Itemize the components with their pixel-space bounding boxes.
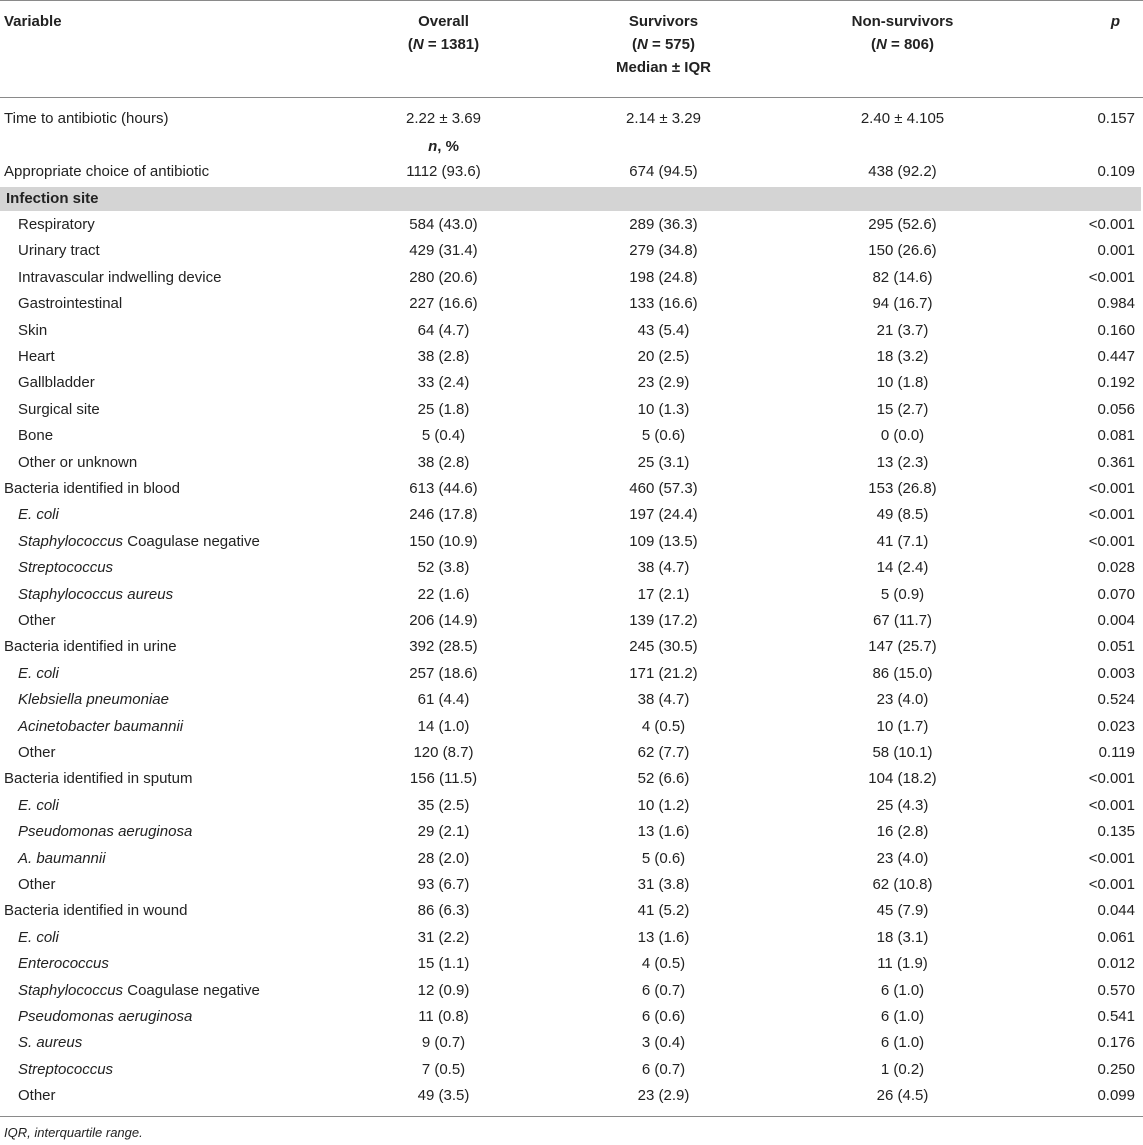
row-label [18, 978, 260, 1004]
row-label: E. coli [18, 506, 59, 524]
row-label-italic: Staphylococcus [18, 532, 124, 550]
cell-survivors: 674 (94.5) [629, 163, 698, 180]
table-row [0, 740, 1143, 766]
cell-overall: 280 (20.6) [409, 268, 478, 286]
header-nonsurvivors-n-value: = 806) [886, 36, 934, 53]
table-row [0, 1083, 1143, 1109]
row-label: Respiratory [18, 216, 95, 233]
cell-nonsurvivors: 438 (92.2) [868, 163, 937, 180]
cell-nonsurvivors: 16 (2.8) [876, 823, 929, 841]
table-row [0, 555, 1143, 581]
cell-overall: 15 (1.1) [417, 955, 470, 973]
header-nonsurvivors [795, 10, 1010, 56]
cell-nonsurvivors: 6 (1.0) [880, 981, 925, 999]
cell-survivors: 6 (0.6) [641, 1008, 686, 1025]
table-row [0, 212, 1143, 238]
row-label: Urinary tract [18, 242, 100, 260]
cell-survivors: 2.14 ± 3.29 [626, 110, 701, 127]
cell-p: 0.004 [1097, 612, 1135, 629]
header-overall-n-value: = 1381) [423, 36, 480, 53]
cell-overall: 12 (0.9) [417, 981, 470, 999]
cell-p: 0.099 [1097, 1087, 1135, 1105]
cell-nonsurvivors: 0 (0.0) [880, 427, 925, 445]
cell-p: 0.135 [1097, 823, 1135, 841]
cell-nonsurvivors: 67 (11.7) [873, 612, 932, 629]
header-survivors-stat: Median ± IQR [616, 59, 711, 76]
cell-overall: 9 (0.7) [421, 1034, 466, 1052]
cell-nonsurvivors: 62 (10.8) [872, 876, 933, 893]
row-label: Bacteria identified in wound [4, 902, 188, 920]
cell-survivors: 23 (2.9) [637, 1087, 690, 1105]
cell-overall: 120 (8.7) [413, 744, 474, 761]
header-p: p [1110, 13, 1120, 30]
cell-survivors: 133 (16.6) [629, 295, 698, 313]
cell-nonsurvivors: 26 (4.5) [876, 1087, 929, 1105]
row-label: Intravascular indwelling device [18, 268, 222, 286]
cell-survivors: 10 (1.2) [637, 796, 690, 814]
cell-nonsurvivors: 94 (16.7) [872, 295, 933, 313]
cell-p: 0.119 [1098, 744, 1135, 761]
table-row [0, 476, 1143, 502]
header-survivors-n-label: N [637, 36, 648, 53]
row-label: A. baumannii [18, 849, 106, 867]
cell-nonsurvivors: 58 (10.1) [872, 744, 933, 761]
cell-overall: 33 (2.4) [417, 374, 470, 392]
subheader-n-label: n [428, 138, 438, 155]
cell-nonsurvivors: 15 (2.7) [876, 400, 929, 418]
cell-overall: 38 (2.8) [417, 348, 470, 365]
table-row [0, 502, 1143, 528]
cell-overall: 392 (28.5) [409, 638, 478, 656]
row-label: Bacteria identified in blood [4, 480, 180, 497]
cell-p: 0.361 [1097, 453, 1135, 471]
row-label: Other [18, 744, 56, 761]
cell-nonsurvivors: 14 (2.4) [876, 559, 929, 577]
row-label: Gastrointestinal [18, 295, 123, 313]
row-label: Heart [18, 348, 55, 365]
cell-nonsurvivors: 6 (1.0) [880, 1008, 925, 1025]
row-label: Appropriate choice of antibiotic [4, 163, 210, 180]
row-label: E. coli [18, 664, 59, 682]
cell-nonsurvivors: 2.40 ± 4.105 [860, 110, 945, 127]
cell-p: <0.001 [1088, 216, 1135, 233]
table-row [0, 714, 1143, 740]
cell-p: 0.061 [1097, 928, 1135, 946]
cell-survivors: 4 (0.5) [641, 717, 686, 735]
cell-overall: 7 (0.5) [421, 1060, 466, 1078]
cell-survivors: 43 (5.4) [637, 321, 690, 339]
cell-overall: 31 (2.2) [417, 928, 470, 946]
cell-nonsurvivors: 11 (1.9) [877, 955, 928, 973]
cell-p: 0.176 [1097, 1034, 1135, 1052]
row-label: Gallbladder [18, 374, 95, 392]
footnote: IQR, interquartile range. [4, 1125, 143, 1140]
cell-survivors: 6 (0.7) [641, 981, 686, 999]
cell-p: 0.109 [1097, 163, 1135, 180]
cell-nonsurvivors: 21 (3.7) [876, 321, 929, 339]
row-label: Surgical site [18, 400, 100, 418]
header-overall [336, 10, 551, 56]
cell-survivors: 31 (3.8) [637, 876, 690, 893]
cell-survivors: 4 (0.5) [641, 955, 686, 973]
cell-overall: 14 (1.0) [417, 717, 470, 735]
row-label-rest: Coagulase negative [123, 981, 260, 999]
cell-survivors: 5 (0.6) [641, 849, 686, 867]
cell-nonsurvivors: 153 (26.8) [868, 480, 937, 497]
cell-overall: 25 (1.8) [417, 400, 470, 418]
row-label: Bacteria identified in sputum [4, 770, 193, 788]
cell-survivors: 38 (4.7) [637, 559, 690, 577]
cell-p: 0.012 [1097, 955, 1135, 973]
cell-p: 0.250 [1097, 1060, 1135, 1078]
cell-overall: 429 (31.4) [409, 242, 478, 260]
cell-nonsurvivors: 10 (1.7) [876, 717, 929, 735]
cell-overall: 156 (11.5) [409, 770, 478, 788]
header-variable: Variable [4, 13, 62, 30]
cell-p: 0.070 [1097, 585, 1135, 603]
table-row-time-to-antibiotic [0, 106, 1143, 132]
cell-overall: 86 (6.3) [417, 902, 470, 920]
cell-nonsurvivors: 18 (3.1) [876, 928, 929, 946]
cell-overall: 52 (3.8) [417, 559, 470, 577]
table-row [0, 793, 1143, 819]
cell-p: <0.001 [1088, 796, 1135, 814]
header-overall-n: (N = 1381) [407, 36, 480, 53]
row-label: Bone [18, 427, 54, 445]
cell-p: 0.160 [1097, 321, 1135, 339]
header-survivors-n: (N = 575) [632, 36, 695, 53]
cell-survivors: 289 (36.3) [629, 216, 698, 233]
cell-overall: 35 (2.5) [417, 796, 470, 814]
header-survivors [556, 10, 771, 79]
cell-p: 0.157 [1097, 110, 1135, 127]
table-row [0, 423, 1143, 449]
cell-p: 0.541 [1097, 1008, 1135, 1025]
table-row [0, 608, 1143, 634]
cell-p: 0.570 [1097, 981, 1135, 999]
cell-overall: 28 (2.0) [417, 849, 470, 867]
cell-p: <0.001 [1088, 770, 1135, 788]
row-label-italic: Staphylococcus [18, 981, 124, 999]
row-label: Bacteria identified in urine [4, 638, 177, 656]
cell-p: 0.044 [1097, 902, 1135, 920]
cell-survivors: 460 (57.3) [629, 480, 698, 497]
cell-overall: 227 (16.6) [409, 295, 478, 313]
cell-nonsurvivors: 104 (18.2) [868, 770, 937, 788]
cell-survivors: 245 (30.5) [629, 638, 698, 656]
cell-p: 0.984 [1097, 295, 1135, 313]
header-overall-title: Overall [418, 13, 469, 30]
cell-nonsurvivors: 5 (0.9) [880, 585, 925, 603]
cell-nonsurvivors: 45 (7.9) [876, 902, 929, 920]
table-row [0, 634, 1143, 660]
row-label: Streptococcus [18, 1060, 114, 1078]
cell-nonsurvivors: 23 (4.0) [876, 691, 929, 709]
header-nonsurvivors-n-label: N [876, 36, 887, 53]
cell-p: 0.001 [1097, 242, 1135, 260]
row-label: Pseudomonas aeruginosa [18, 1008, 193, 1025]
cell-survivors: 5 (0.6) [641, 427, 686, 445]
row-label: S. aureus [18, 1034, 83, 1052]
cell-nonsurvivors: 147 (25.7) [868, 638, 937, 656]
cell-nonsurvivors: 6 (1.0) [880, 1034, 925, 1052]
section-title: Infection site [6, 190, 99, 207]
cell-nonsurvivors: 23 (4.0) [876, 849, 929, 867]
cell-nonsurvivors: 41 (7.1) [876, 532, 929, 550]
cell-survivors: 6 (0.7) [641, 1060, 686, 1078]
table-row [0, 846, 1143, 872]
cell-p: 0.003 [1097, 664, 1135, 682]
row-label: Pseudomonas aeruginosa [18, 823, 193, 841]
subheader-n-percent [336, 137, 551, 157]
table-row [0, 344, 1143, 370]
table-row [0, 450, 1143, 476]
cell-survivors: 41 (5.2) [637, 902, 690, 920]
table-row [0, 582, 1143, 608]
row-label: Acinetobacter baumannii [18, 717, 184, 735]
cell-p: <0.001 [1088, 506, 1135, 524]
cell-p: 0.023 [1097, 717, 1135, 735]
table-row [0, 397, 1143, 423]
cell-p: 0.447 [1097, 348, 1135, 365]
cell-survivors: 20 (2.5) [637, 348, 690, 365]
header-survivors-title: Survivors [628, 13, 699, 30]
cell-overall: 257 (18.6) [409, 664, 478, 682]
header-nonsurvivors-title: Non-survivors [851, 13, 954, 30]
cell-overall: 64 (4.7) [417, 321, 470, 339]
cell-survivors: 197 (24.4) [629, 506, 698, 524]
table-row-appropriate-choice [0, 159, 1143, 185]
row-label: Other [18, 1087, 56, 1105]
table-row [0, 370, 1143, 396]
table-row [0, 661, 1143, 687]
row-label-rest: Coagulase negative [123, 532, 260, 550]
cell-overall: 38 (2.8) [417, 453, 470, 471]
cell-nonsurvivors: 150 (26.6) [868, 242, 937, 260]
cell-overall: 206 (14.9) [409, 612, 478, 629]
cell-survivors: 171 (21.2) [629, 664, 698, 682]
table-row [0, 265, 1143, 291]
cell-overall: 1112 (93.6) [406, 163, 481, 180]
header-survivors-n-value: = 575) [647, 36, 695, 53]
cell-overall: 29 (2.1) [417, 823, 470, 841]
cell-overall: 11 (0.8) [418, 1008, 469, 1025]
cell-survivors: 23 (2.9) [637, 374, 690, 392]
row-label [18, 529, 260, 555]
cell-p: 0.524 [1097, 691, 1135, 709]
header-overall-n-label: N [412, 36, 424, 53]
cell-p: <0.001 [1088, 876, 1135, 893]
cell-p: 0.051 [1097, 638, 1135, 656]
subheader-rest: , % [437, 138, 459, 155]
row-label: Time to antibiotic (hours) [4, 110, 169, 127]
cell-survivors: 38 (4.7) [637, 691, 690, 709]
cell-survivors: 139 (17.2) [629, 612, 698, 629]
cell-overall: 22 (1.6) [417, 585, 470, 603]
cell-p: 0.056 [1097, 400, 1135, 418]
cell-nonsurvivors: 25 (4.3) [876, 796, 929, 814]
table-row [0, 898, 1143, 924]
cell-overall: 61 (4.4) [417, 691, 470, 709]
cell-nonsurvivors: 13 (2.3) [876, 453, 929, 471]
cell-nonsurvivors: 295 (52.6) [868, 216, 937, 233]
table-header [0, 0, 1143, 98]
cell-p: 0.081 [1097, 427, 1135, 445]
row-label: Klebsiella pneumoniae [18, 691, 169, 709]
row-label: Other [18, 876, 56, 893]
cell-p: 0.192 [1097, 374, 1135, 392]
table-row [0, 1004, 1143, 1030]
table-row [0, 1030, 1143, 1056]
cell-survivors: 109 (13.5) [629, 532, 698, 550]
table-row [0, 1057, 1143, 1083]
bottom-rule [0, 1116, 1143, 1117]
cell-p: <0.001 [1088, 532, 1135, 550]
cell-survivors: 13 (1.6) [637, 928, 690, 946]
cell-p: 0.028 [1097, 559, 1135, 577]
cell-survivors: 3 (0.4) [641, 1034, 686, 1052]
cell-overall: 93 (6.7) [417, 876, 470, 893]
cell-nonsurvivors: 18 (3.2) [876, 348, 929, 365]
table-row [0, 318, 1143, 344]
table-row [0, 238, 1143, 264]
cell-p: <0.001 [1088, 849, 1135, 867]
row-label: Other [18, 612, 56, 629]
row-label: Staphylococcus aureus [18, 585, 174, 603]
cell-survivors: 52 (6.6) [637, 770, 690, 788]
cell-nonsurvivors: 10 (1.8) [876, 374, 929, 392]
cell-nonsurvivors: 1 (0.2) [880, 1060, 925, 1078]
cell-survivors: 13 (1.6) [637, 823, 690, 841]
table-row [0, 687, 1143, 713]
section-infection-site [0, 187, 1141, 211]
cell-overall: 2.22 ± 3.69 [406, 110, 481, 127]
cell-overall: 584 (43.0) [409, 216, 478, 233]
row-label: Skin [18, 321, 48, 339]
cell-overall: 5 (0.4) [421, 427, 466, 445]
cell-p: <0.001 [1088, 268, 1135, 286]
row-label: Streptococcus [18, 559, 114, 577]
table-row [0, 925, 1143, 951]
table-row [0, 819, 1143, 845]
table-row [0, 291, 1143, 317]
cell-nonsurvivors: 82 (14.6) [872, 268, 933, 286]
table-row [0, 529, 1143, 555]
table-row [0, 872, 1143, 898]
cell-survivors: 10 (1.3) [637, 400, 690, 418]
cell-survivors: 25 (3.1) [637, 453, 690, 471]
table-row [0, 951, 1143, 977]
cell-survivors: 17 (2.1) [637, 585, 690, 603]
cell-survivors: 198 (24.8) [629, 268, 698, 286]
table-row [0, 978, 1143, 1004]
table-row [0, 766, 1143, 792]
cell-overall: 613 (44.6) [409, 480, 478, 497]
cell-overall: 246 (17.8) [409, 506, 478, 524]
row-label: Enterococcus [18, 955, 109, 973]
cell-p: <0.001 [1088, 480, 1135, 497]
row-label: E. coli [18, 928, 59, 946]
cell-overall: 150 (10.9) [409, 532, 478, 550]
row-label: Other or unknown [18, 453, 138, 471]
cell-overall: 49 (3.5) [417, 1087, 470, 1105]
cell-survivors: 279 (34.8) [629, 242, 698, 260]
row-label: E. coli [18, 796, 59, 814]
cell-nonsurvivors: 49 (8.5) [876, 506, 929, 524]
cell-nonsurvivors: 86 (15.0) [872, 664, 933, 682]
cell-survivors: 62 (7.7) [637, 744, 690, 761]
header-nonsurvivors-n: (N = 806) [871, 36, 934, 53]
